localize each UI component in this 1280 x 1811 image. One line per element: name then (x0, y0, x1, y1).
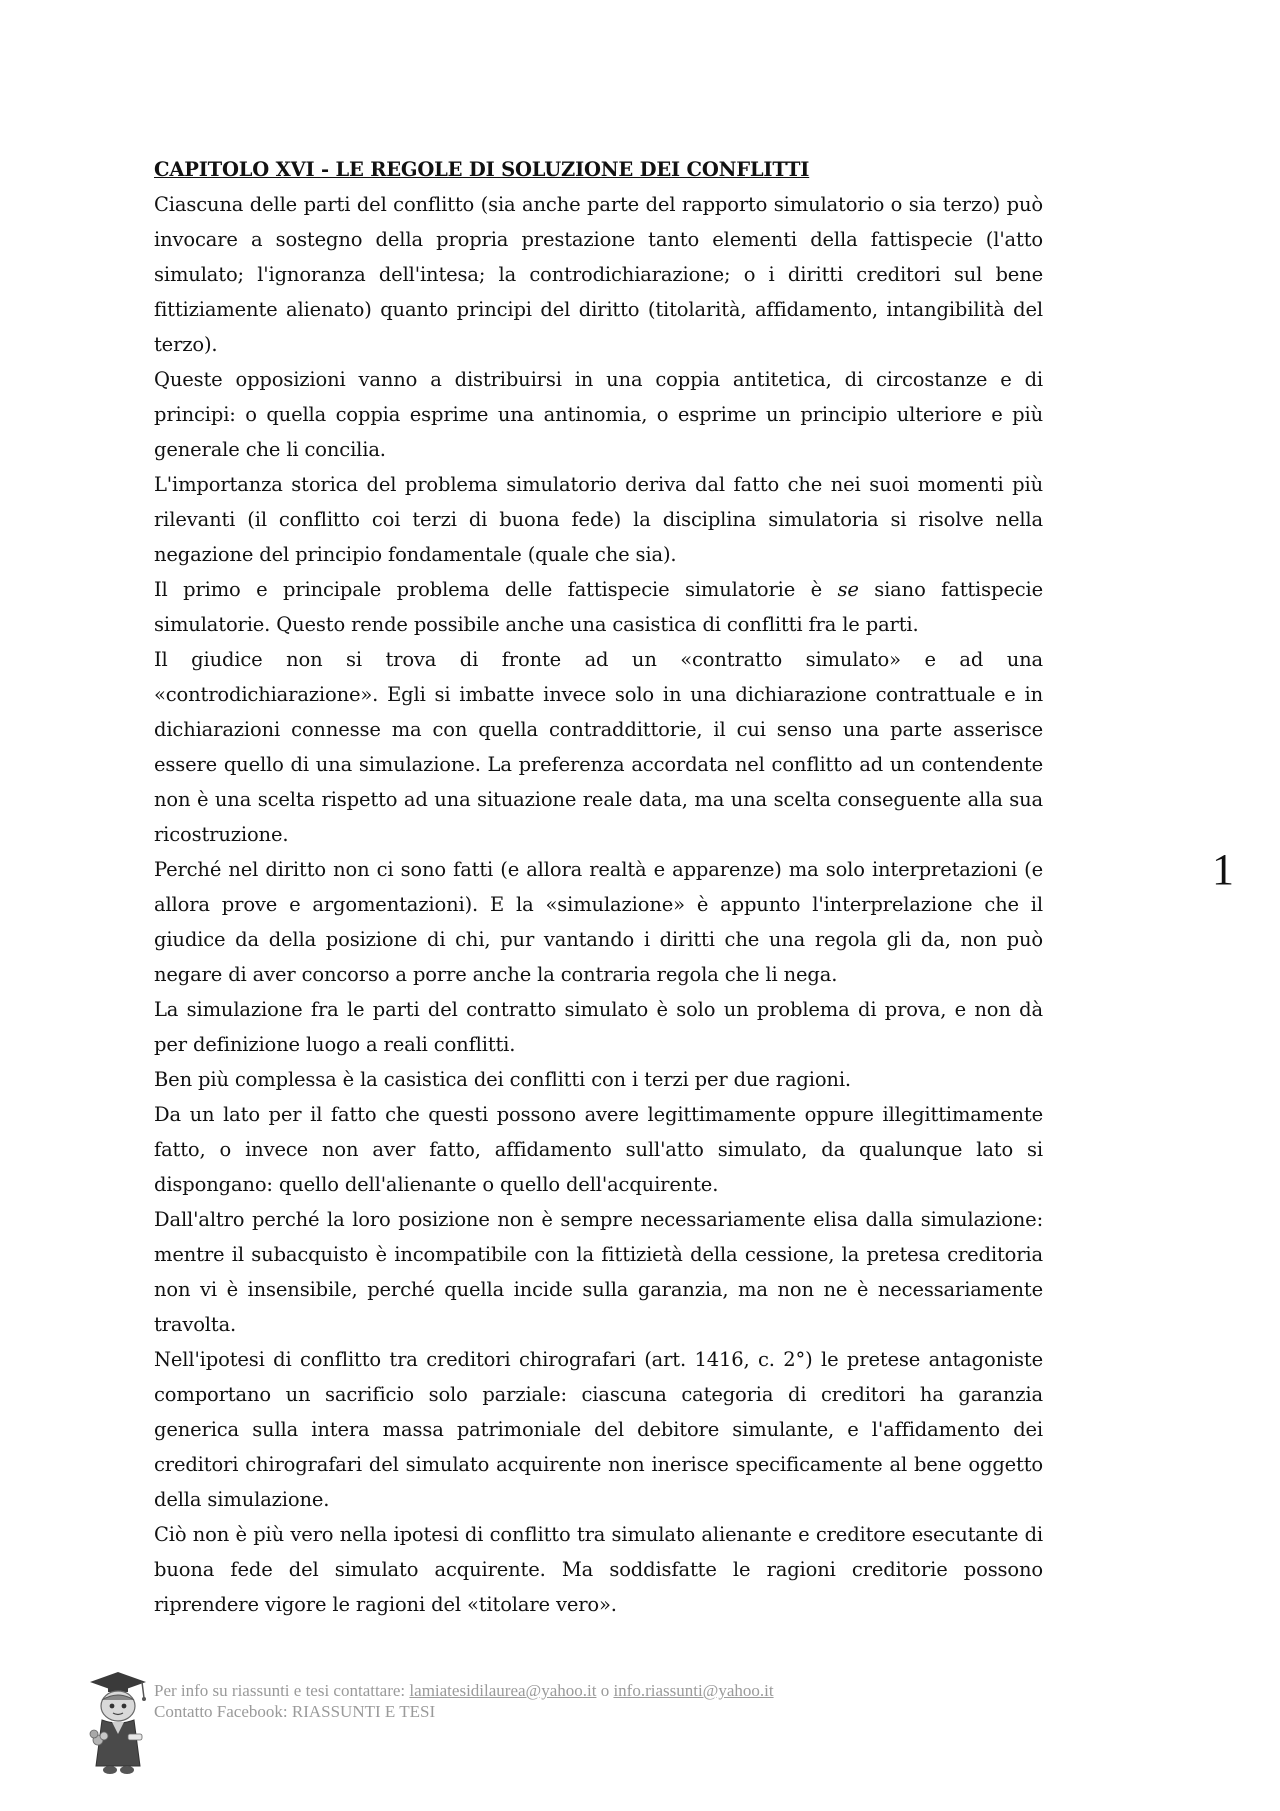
document-body (154, 152, 1043, 1622)
paragraph: Ciò non è più vero nella ipotesi di conflitto tra simulato alienante e creditore esecutante di buona fede del simulato acquirente. Ma soddisfatte le ragioni creditorie possono riprendere vigore le ragioni del «titolare vero». (154, 1523, 1043, 1616)
email-link-secondary[interactable]: info.riassunti@yahoo.it (613, 1681, 774, 1700)
paragraph: Ben più complessa è la casistica dei conflitti con i terzi per due ragioni. (154, 1068, 851, 1091)
chapter-title: CAPITOLO XVI - LE REGOLE DI SOLUZIONE DEI CONFLITTI (154, 158, 810, 181)
footer-connector: o (596, 1681, 614, 1700)
paragraph: Queste opposizioni vanno a distribuirsi in una coppia antitetica, di circostanze e di principi: o quella coppia esprime una antinomia, o esprime un principio ulteriore e più generale che li concilia. (154, 368, 1043, 461)
paragraph: La simulazione fra le parti del contratto simulato è solo un problema di prova, e non dà per definizione luogo a reali conflitti. (154, 998, 1043, 1056)
paragraph: Nell'ipotesi di conflitto tra creditori chirografari (art. 1416, c. 2°) le pretese antagoniste comportano un sacrificio solo parziale: ciascuna categoria di creditori ha garanzia generica sulla intera massa patrimoniale del debitore simulante, e l'affidamento dei creditori chirografari del simulato acquirente non inerisce specificamente al bene oggetto della simulazione. (154, 1348, 1043, 1511)
footer-line-2: Contatto Facebook: RIASSUNTI E TESI (154, 1702, 436, 1721)
footer (80, 1668, 980, 1788)
paragraph: Da un lato per il fatto che questi possono avere legittimamente oppure illegittimamente fatto, o invece non aver fatto, affidamento sull'atto simulato, da qualunque lato si dispongano: quello dell'alienante o quello dell'acquirente. (154, 1103, 1043, 1196)
footer-line-1 (154, 1680, 774, 1701)
page-number: 1 (1212, 845, 1234, 894)
paragraph: Ciascuna delle parti del conflitto (sia anche parte del rapporto simulatorio o sia terzo) può invocare a sostegno della propria prestazione tanto elementi della fattispecie (l'atto simulato; l'ignoranza dell'intesa; la controdichiarazione; o i diritti creditori sul bene fittiziamente alienato) quanto principi del diritto (titolarità, affidamento, intangibilità del terzo). (154, 193, 1043, 356)
paragraph-text: Il primo e principale problema delle fattispecie simulatorie è (154, 578, 838, 601)
paragraph: L'importanza storica del problema simulatorio deriva dal fatto che nei suoi momenti più rilevanti (il conflitto coi terzi di buona fede) la disciplina simulatoria si risolve nella negazione del principio fondamentale (quale che sia). (154, 473, 1043, 566)
paragraph: Perché nel diritto non ci sono fatti (e allora realtà e apparenze) ma solo interpretazioni (e allora prove e argomentazioni). E la «simulazione» è appunto l'interprelazione che il giudice da della posizione di chi, pur vantando i diritti che una regola gli da, non può negare di aver concorso a porre anche la contraria regola che li nega. (154, 858, 1043, 986)
paragraph (154, 572, 1043, 642)
paragraph-text: siano fattispecie simulatorie. Questo rende possibile anche una casistica di conflitti fra le parti. (154, 578, 1043, 636)
paragraph: Il giudice non si trova di fronte ad un «contratto simulato» e ad una «controdichiarazione». Egli si imbatte invece solo in una dichiarazione contrattuale e in dichiarazioni connesse ma con quella contraddittorie, il cui senso una parte asserisce essere quello di una simulazione. La preferenza accordata nel conflitto ad un contendente non è una scelta rispetto ad una situazione reale data, ma una scelta conseguente alla sua ricostruzione. (154, 648, 1043, 846)
footer-contact (154, 1680, 774, 1722)
email-link-primary[interactable]: lamiatesidilaurea@yahoo.it (409, 1681, 597, 1700)
emphasis-text: se (837, 578, 859, 601)
paragraph: Dall'altro perché la loro posizione non è sempre necessariamente elisa dalla simulazione: mentre il subacquisto è incompatibile con la fittizietà della cessione, la pretesa creditoria non vi è insensibile, perché quella incide sulla garanzia, ma non ne è necessariamente travolta. (154, 1208, 1043, 1336)
graduate-mascot-icon (80, 1668, 156, 1778)
footer-prefix: Per info su riassunti e tesi contattare: (154, 1681, 410, 1700)
